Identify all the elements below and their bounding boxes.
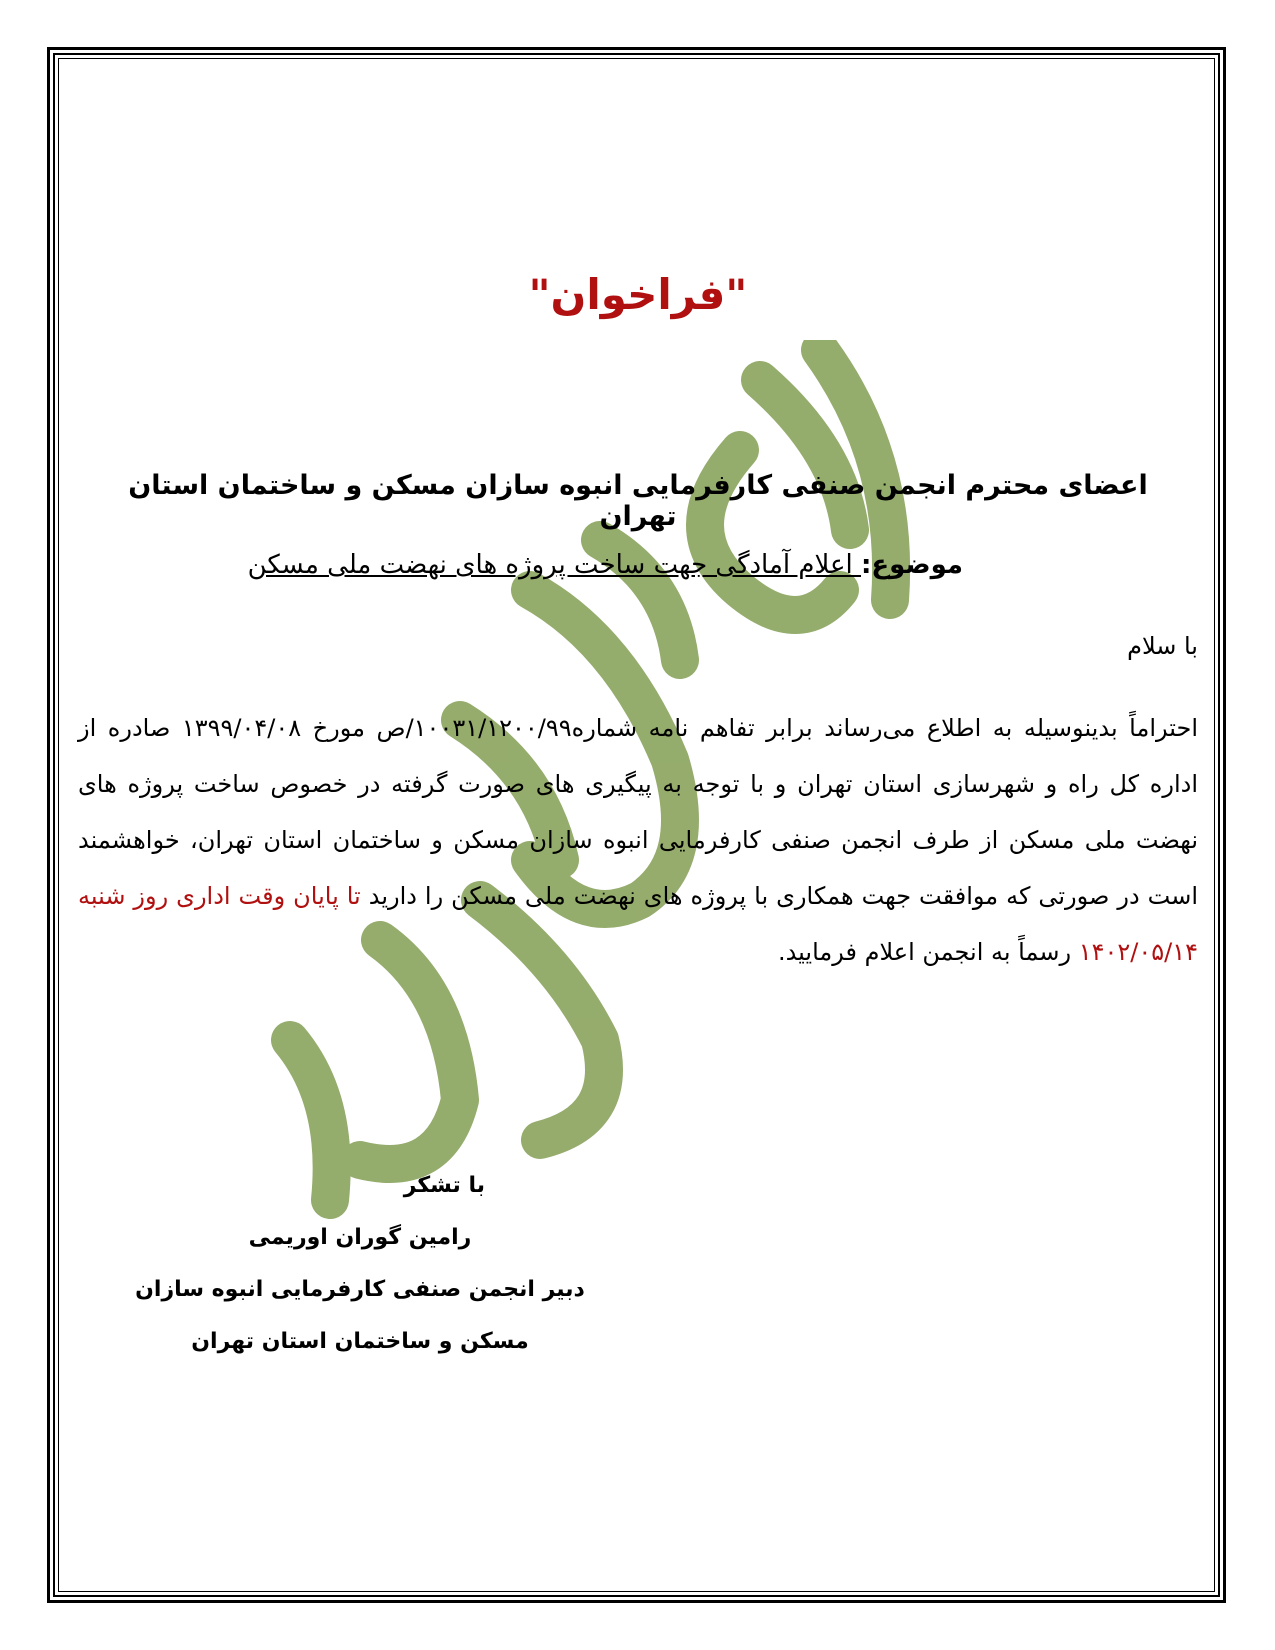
signature-thanks: با تشکر: [403, 1173, 485, 1198]
signature-name: رامین گوران اوریمی: [248, 1225, 472, 1250]
signature-block: [130, 1160, 590, 1368]
signature-role-line1: دبیر انجمن صنفی کارفرمایی انبوه سازان: [135, 1277, 585, 1302]
subject-label: موضوع:: [861, 550, 963, 580]
body-text-part1: احتراماً بدینوسیله به اطلاع می‌رساند برابر تفاهم نامه شماره۱۰۰۳۱/۱۲۰۰/۹۹/ص مورخ ۱۳۹۹/۰۴/۰۸ صادره از اداره کل راه و شهرسازی استان تهران و با توجه به پیگیری های صورت گرفته در خصوص ساخت پروژه های نهضت ملی مسکن از طرف انجمن صنفی کارفرمایی انبوه سازان مسکن و ساختمان استان تهران، خواهشمند است در صورتی که موافقت جهت همکاری با پروژه های نهضت ملی مسکن را دارید: [78, 714, 1198, 910]
signature-role-line2: مسکن و ساختمان استان تهران: [191, 1329, 529, 1354]
greeting: با سلام: [1127, 632, 1198, 660]
deadline-highlight: تا پایان وقت اداری روز شنبه ۱۴۰۲/۰۵/۱۴: [78, 882, 1198, 966]
letter-body: [78, 700, 1198, 980]
subject-text: اعلام آمادگی جهت ساخت پروژه های نهضت ملی مسکن: [247, 550, 862, 580]
body-text-part2: رسماً به انجمن اعلام فرمایید.: [777, 938, 1079, 966]
subject-line: [248, 550, 963, 580]
letter-title: "فراخوان": [528, 270, 748, 319]
recipient-line: اعضای محترم انجمن صنفی کارفرمایی انبوه سازان مسکن و ساختمان استان تهران: [128, 470, 1148, 532]
